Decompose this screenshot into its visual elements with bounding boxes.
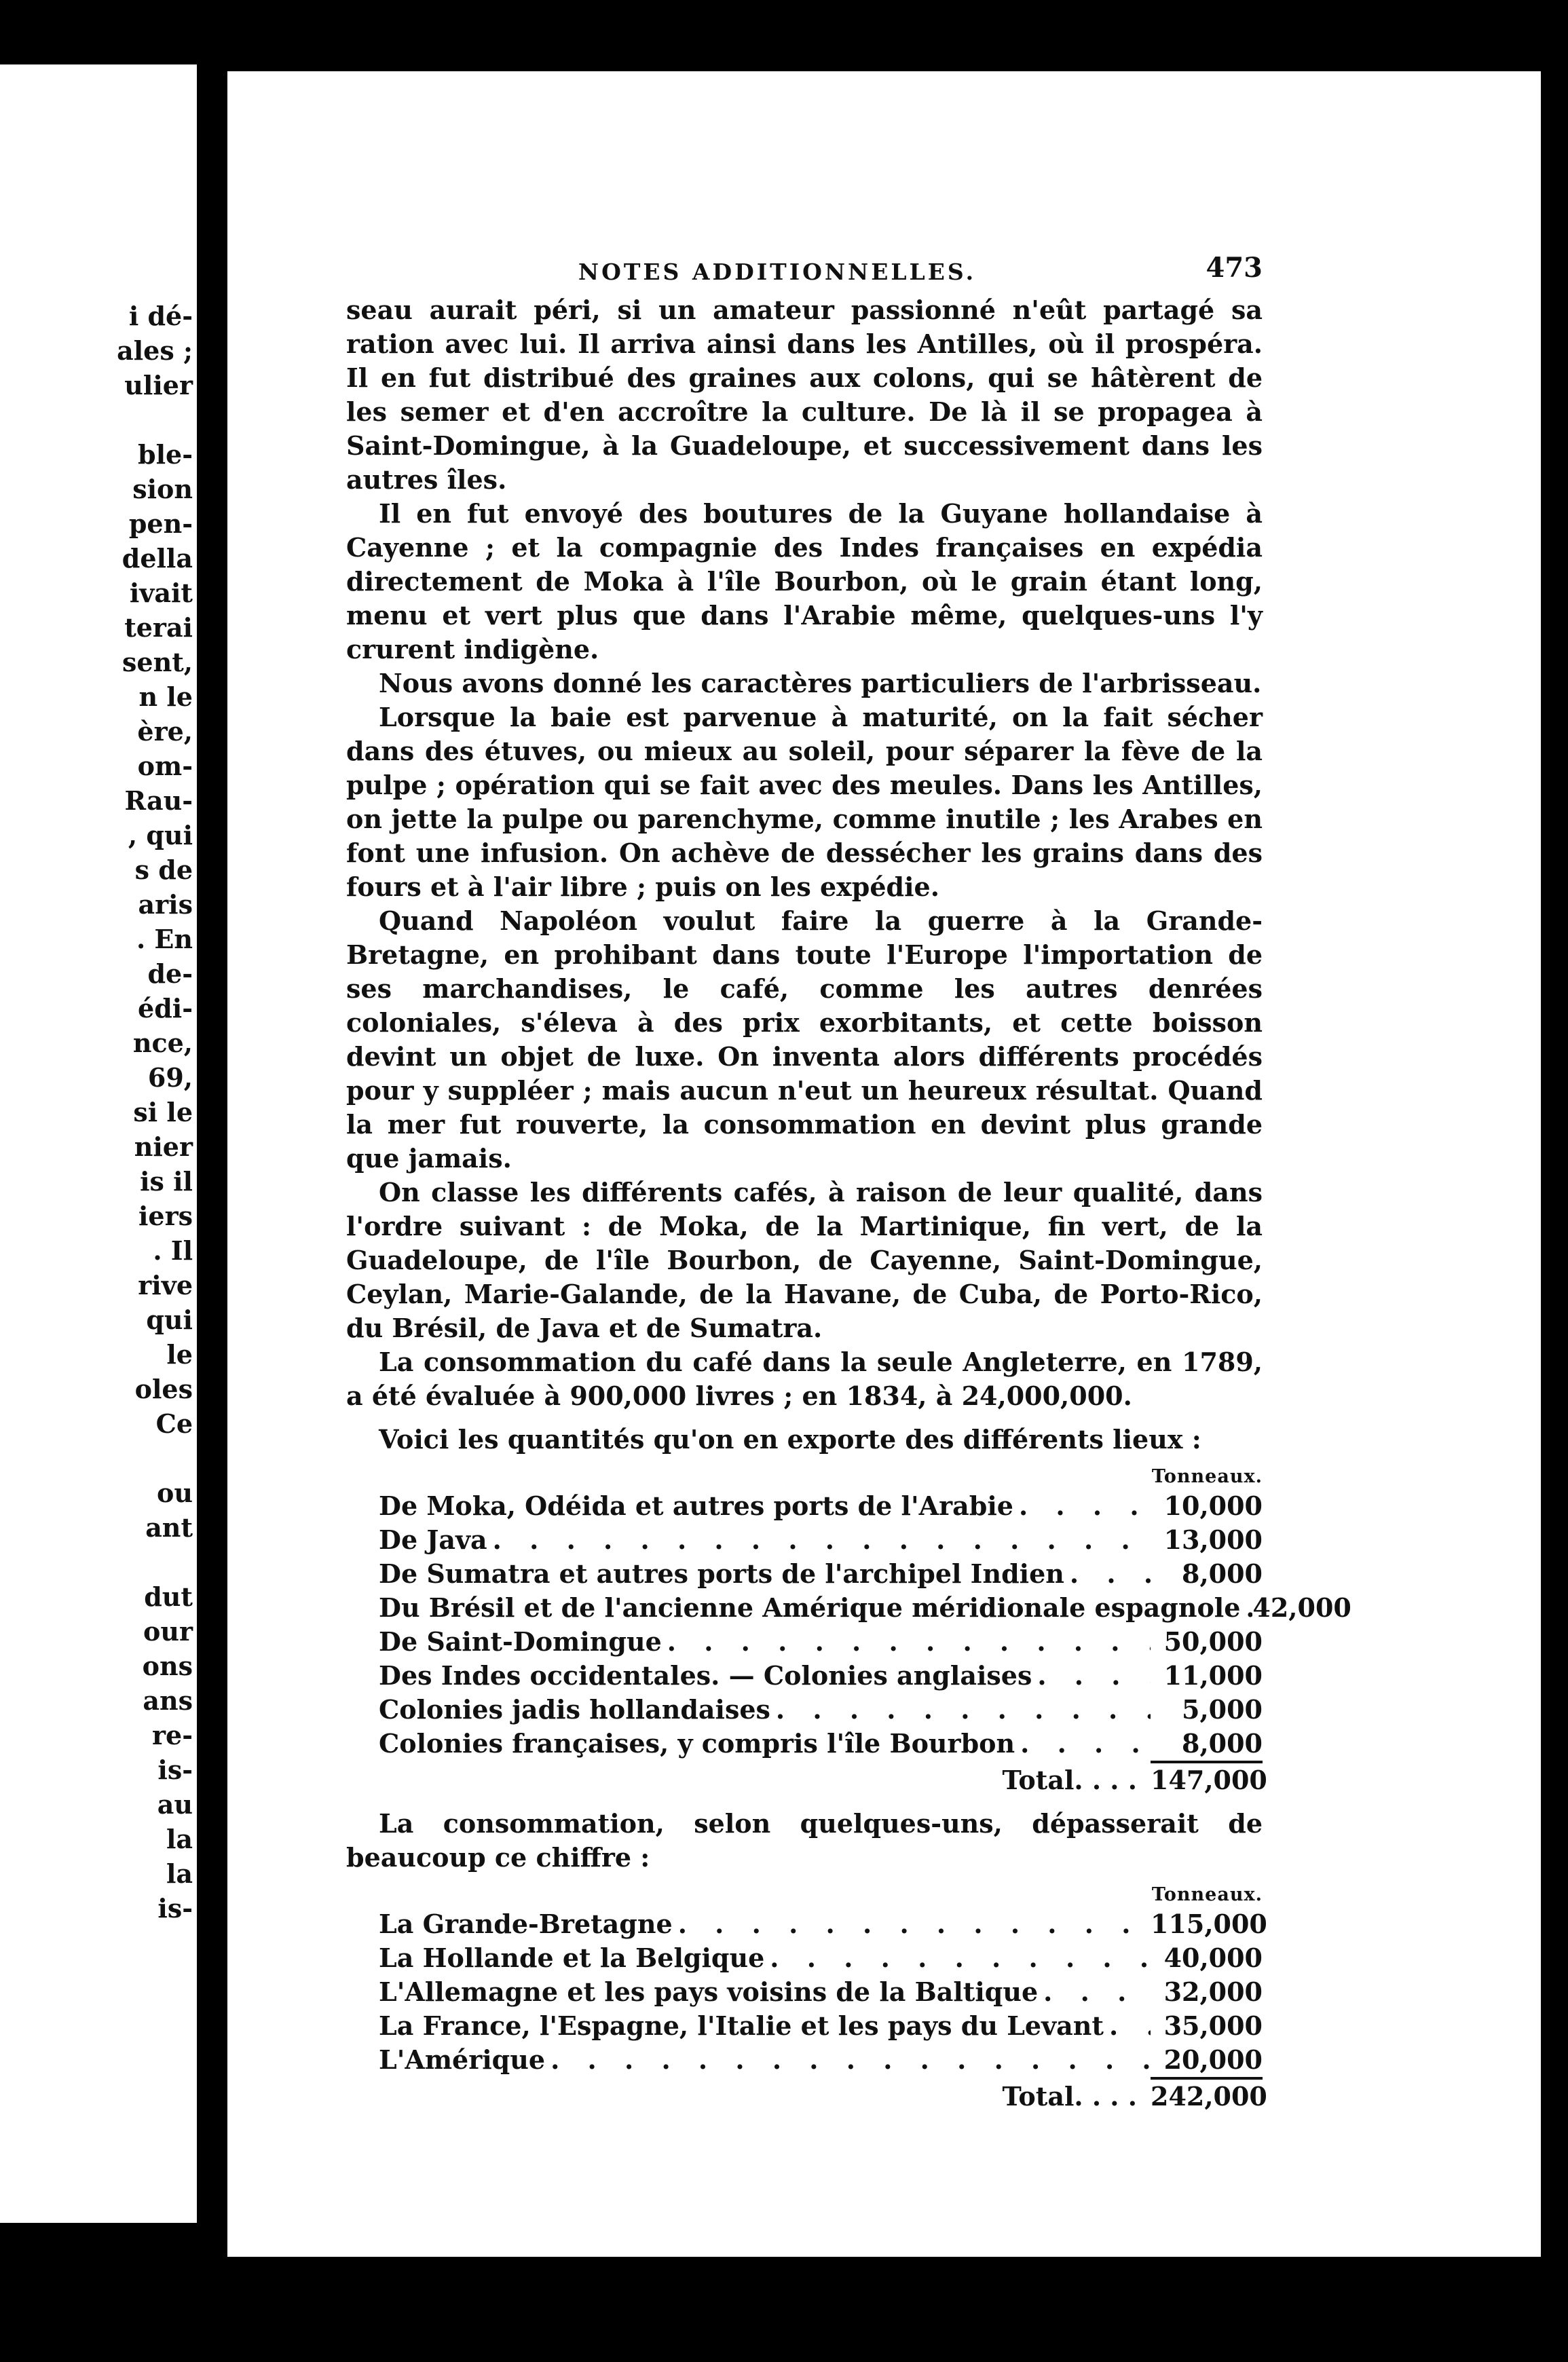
row-value: 13,000 (1163, 1524, 1263, 1555)
total-value: 147,000 (1151, 1765, 1267, 1795)
dot-leader (487, 1523, 1151, 1557)
table-row (379, 1659, 1263, 1693)
dot-leader (1240, 1591, 1252, 1625)
text-column (346, 251, 1351, 2114)
consumption-intro: La consommation, selon quelques-uns, dépasserait de beaucoup ce chiffre : (346, 1808, 1263, 1873)
facing-line-gap (0, 1441, 197, 1476)
facing-line: s de (134, 855, 193, 885)
total-label: Total. . . . (1002, 2081, 1137, 2112)
facing-line: is- (157, 1893, 193, 1924)
paragraph: La consommation du café dans la seule Angleterre, en 1789, a été évaluée à 900,000 livres ; en 1834, à 24,000,000. (346, 1347, 1263, 1411)
facing-line: Ce (155, 1408, 193, 1439)
table-row (379, 1489, 1263, 1523)
facing-line: ons (142, 1651, 193, 1681)
book-page (227, 71, 1541, 2257)
dot-leader (545, 2043, 1151, 2077)
row-value: 40,000 (1163, 1943, 1263, 1973)
facing-line-gap (0, 402, 197, 437)
running-title: NOTES ADDITIONNELLES. (578, 259, 977, 285)
facing-line: sion (132, 474, 193, 504)
facing-line: ans (143, 1685, 193, 1716)
unit-label: Tonneaux. (1151, 1884, 1263, 1905)
facing-line: qui (146, 1305, 193, 1335)
facing-line: is- (157, 1755, 193, 1785)
facing-line: our (143, 1616, 193, 1647)
paragraph: On classe les différents cafés, à raison de leur qualité, dans l'ordre suivant : de Moka, de la Martinique, fin vert, de la Guadeloupe, de l'île Bourbon, de Cayenne, Saint-Domingue, Ceylan, Marie-Galande, de la Havane, de Cuba, de Porto-Rico, du Brésil, de Java et de Sumatra. (346, 1177, 1263, 1343)
facing-page-text (0, 299, 197, 1926)
paragraph: Il en fut envoyé des boutures de la Guyane hollandaise à Cayenne ; et la compagnie des Indes françaises en expédia directement de Moka à l'île Bourbon, où le grain étant long, menu et vert plus que dans l'Arabie même, quelques-uns l'y crurent indigène. (346, 498, 1263, 664)
row-value: 8,000 (1182, 1558, 1263, 1589)
dot-leader (662, 1625, 1151, 1659)
total-row (379, 1763, 1267, 1797)
facing-line: la (166, 1824, 193, 1854)
facing-line: ales ; (117, 335, 193, 366)
facing-line: iers (138, 1201, 193, 1231)
table-row (379, 1625, 1263, 1659)
row-value: 32,000 (1163, 1976, 1263, 2007)
row-label: De Java (379, 1524, 487, 1555)
facing-line: si le (133, 1097, 193, 1127)
facing-line: . En (136, 924, 193, 954)
facing-line: ivait (129, 578, 193, 608)
total-row (379, 2080, 1267, 2114)
facing-line: della (122, 543, 193, 574)
row-value: 5,000 (1182, 1694, 1263, 1725)
facing-line: , qui (128, 820, 193, 850)
facing-line: aris (138, 889, 193, 920)
facing-line: oles (134, 1374, 193, 1404)
row-value: 42,000 (1252, 1592, 1351, 1623)
total-label: Total. . . . (1002, 1765, 1137, 1795)
facing-line-gap (0, 1545, 197, 1579)
row-label: Colonies françaises, y compris l'île Bourbon (379, 1728, 1015, 1759)
row-label: L'Amérique (379, 2044, 546, 2075)
table-row (379, 2009, 1263, 2043)
unit-label: Tonneaux. (1151, 1466, 1263, 1487)
page-number: 473 (1206, 252, 1263, 284)
facing-line: sent, (122, 647, 193, 677)
table-row (379, 2043, 1263, 2080)
row-label: La France, l'Espagne, l'Italie et les pays du Levant (379, 2010, 1104, 2041)
paragraph: Nous avons donné les caractères particuliers de l'arbrisseau. (379, 668, 1262, 698)
dot-leader (1104, 2009, 1151, 2043)
row-label: Des Indes occidentales. — Colonies anglaises (379, 1660, 1032, 1691)
dot-leader (1032, 1659, 1151, 1693)
table-row (379, 1907, 1267, 1941)
table-row (379, 1693, 1263, 1727)
row-value: 10,000 (1163, 1491, 1263, 1521)
facing-line: le (166, 1339, 193, 1370)
paragraph: Lorsque la baie est parvenue à maturité, on la fait sécher dans des étuves, ou mieux au soleil, pour séparer la fève de la pulpe ; opération qui se fait avec des meules. Dans les Antilles, on jette la pulpe ou parenchyme, comme inutile ; les Arabes en font une infusion. On achève de dessécher les grains dans des fours et à l'air libre ; puis on les expédie. (346, 702, 1263, 902)
facing-line: la (166, 1858, 193, 1889)
paragraph: seau aurait péri, si un amateur passionné n'eût partagé sa ration avec lui. Il arriva ainsi dans les Antilles, où il prospéra. Il en fut distribué des graines aux colons, qui se hâtèrent de les semer et d'en accroître la culture. De là il se propagea à Saint-Domingue, à la Guadeloupe, et successivement dans les autres îles. (346, 295, 1263, 495)
dot-leader (1015, 1727, 1151, 1761)
facing-line: n le (138, 681, 193, 712)
row-label: Du Brésil et de l'ancienne Amérique méridionale espagnole (379, 1592, 1241, 1623)
facing-line: au (157, 1789, 193, 1820)
paragraph: Quand Napoléon voulut faire la guerre à la Grande-Bretagne, en prohibant dans toute l'Europe l'importation de ses marchandises, le café, comme les autres denrées coloniales, s'éleva à des prix exorbitants, et cette boisson devint un objet de luxe. On inventa alors différents procédés pour y suppléer ; mais aucun n'eut un heureux résultat. Quand la mer fut rouverte, la consommation en devint plus grande que jamais. (346, 905, 1263, 1174)
facing-line: ble- (138, 439, 193, 470)
dot-leader (770, 1693, 1151, 1727)
row-label: Colonies jadis hollandaises (379, 1694, 770, 1725)
facing-line: nier (134, 1131, 193, 1162)
table-row (379, 1523, 1263, 1557)
dot-leader (1064, 1557, 1151, 1591)
table-row (379, 1557, 1263, 1591)
row-value: 20,000 (1151, 2043, 1263, 2080)
exports-table (379, 1465, 1351, 1797)
table-row (379, 1591, 1351, 1625)
row-value: 115,000 (1151, 1909, 1267, 1939)
facing-line: de- (147, 958, 193, 989)
consumption-table (379, 1883, 1267, 2114)
facing-line: Rau- (124, 785, 193, 816)
exports-intro: Voici les quantités qu'on en exporte des différents lieux : (379, 1424, 1201, 1455)
total-value: 242,000 (1151, 2081, 1267, 2112)
table-row (379, 1975, 1263, 2009)
dot-leader (673, 1907, 1151, 1941)
row-label: La Grande-Bretagne (379, 1909, 673, 1939)
facing-line: om- (137, 751, 193, 781)
row-value: 11,000 (1163, 1660, 1263, 1691)
facing-line: 69, (147, 1062, 193, 1093)
running-header (346, 251, 1263, 293)
row-label: L'Allemagne et les pays voisins de la Baltique (379, 1976, 1039, 2007)
facing-line: . Il (153, 1235, 193, 1266)
facing-line: ulier (124, 370, 193, 400)
row-label: De Saint-Domingue (379, 1626, 662, 1657)
facing-line: terai (124, 612, 193, 643)
facing-line: i dé- (128, 301, 193, 331)
facing-line: dut (144, 1581, 193, 1612)
row-label: La Hollande et la Belgique (379, 1943, 765, 1973)
row-label: De Sumatra et autres ports de l'archipel Indien (379, 1558, 1064, 1589)
facing-line: édi- (138, 993, 193, 1024)
row-value: 50,000 (1163, 1626, 1263, 1657)
dot-leader (1038, 1975, 1151, 2009)
facing-line: is il (140, 1166, 193, 1197)
facing-line: rive (138, 1270, 193, 1300)
facing-line: ant (145, 1512, 193, 1543)
dot-leader (1013, 1489, 1151, 1523)
row-label: De Moka, Odéida et autres ports de l'Arabie (379, 1491, 1013, 1521)
table-row (379, 1941, 1263, 1975)
facing-page (0, 64, 197, 2223)
row-value: 8,000 (1151, 1727, 1263, 1763)
facing-line: ère, (137, 716, 193, 747)
facing-line: pen- (128, 508, 193, 539)
dot-leader (764, 1941, 1151, 1975)
facing-line: nce, (132, 1028, 193, 1058)
facing-line: re- (152, 1720, 193, 1750)
table-row (379, 1727, 1263, 1763)
facing-line: ou (157, 1478, 193, 1508)
row-value: 35,000 (1163, 2010, 1263, 2041)
